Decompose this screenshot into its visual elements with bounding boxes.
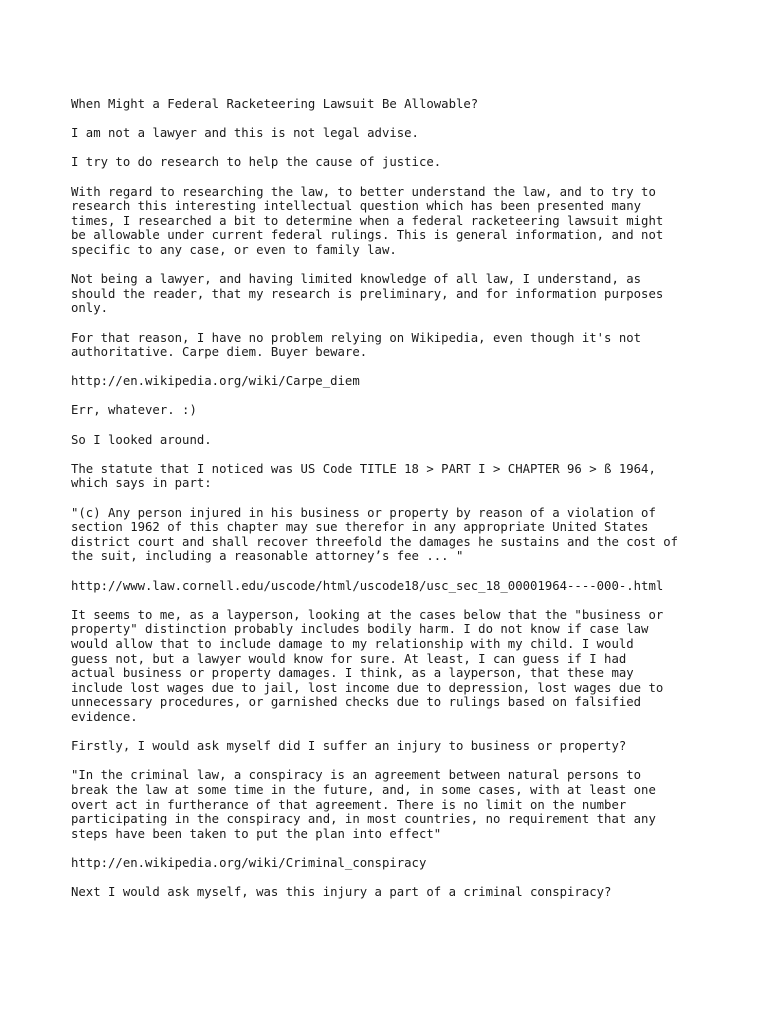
- link-criminal-conspiracy[interactable]: http://en.wikipedia.org/wiki/Criminal_conspiracy: [71, 855, 427, 870]
- document-page: [71, 97, 731, 914]
- link-cornell-uscode[interactable]: http://www.law.cornell.edu/uscode/html/uscode18/usc_sec_18_00001964----000-.html: [71, 578, 664, 593]
- paragraph-next-question: Next I would ask myself, was this injury a part of a criminal conspiracy?: [71, 885, 612, 900]
- paragraph-business-property: It seems to me, as a layperson, looking at the cases below that the "business or property" distinction probably includes bodily harm. I do not know if case law would allow that to include damage to my relationship with my child. I would guess not, but a lawyer would know for sure. At least, I can guess if I had actual business or property damages. I think, as a layperson, that these may include lost wages due to jail, lost income due to depression, lost wages due to unnecessary procedures, or garnished checks due to rulings based on falsified evidence.: [71, 607, 664, 724]
- document-title: When Might a Federal Racketeering Lawsuit Be Allowable?: [71, 97, 479, 111]
- quote-conspiracy-definition: "In the criminal law, a conspiracy is an agreement between natural persons to break the law at some time in the future, and, in some cases, with at least one overt act in furtherance of that agreement. There is no limit on the number participating in the conspiracy and, in most countries, no requirement that any steps have been taken to put the plan into effect": [71, 768, 656, 841]
- paragraph-wikipedia: For that reason, I have no problem relying on Wikipedia, even though it's not authoritative. Carpe diem. Buyer beware.: [71, 330, 642, 360]
- paragraph-first-question: Firstly, I would ask myself did I suffer an injury to business or property?: [71, 739, 627, 754]
- link-carpe-diem[interactable]: http://en.wikipedia.org/wiki/Carpe_diem: [71, 374, 360, 389]
- paragraph-research-intro: With regard to researching the law, to better understand the law, and to try to research this interesting intellectual question which has been presented many times, I researched a bit to determine when a federal racketeering lawsuit might be allowable under current federal rulings. This is general information, and not specific to any case, or even to family law.: [71, 184, 664, 257]
- paragraph-statute: The statute that I noticed was US Code TITLE 18 > PART I > CHAPTER 96 > ß 1964, which says in part:: [71, 461, 656, 491]
- paragraph-limited-knowledge: Not being a lawyer, and having limited knowledge of all law, I understand, as should the reader, that my research is preliminary, and for information purposes only.: [71, 272, 664, 316]
- paragraph-err-whatever: Err, whatever. :): [71, 403, 197, 418]
- paragraph-purpose: I try to do research to help the cause of justice.: [71, 155, 442, 170]
- paragraph-disclaimer: I am not a lawyer and this is not legal advise.: [71, 126, 419, 141]
- paragraph-looked-around: So I looked around.: [71, 432, 212, 447]
- quote-statute-text: "(c) Any person injured in his business or property by reason of a violation of section 1962 of this chapter may sue therefor in any appropriate United States district court and shall recover threefold the damages he sustains and the cost of the suit, including a reasonable attorney’s fee ... ": [71, 505, 679, 564]
